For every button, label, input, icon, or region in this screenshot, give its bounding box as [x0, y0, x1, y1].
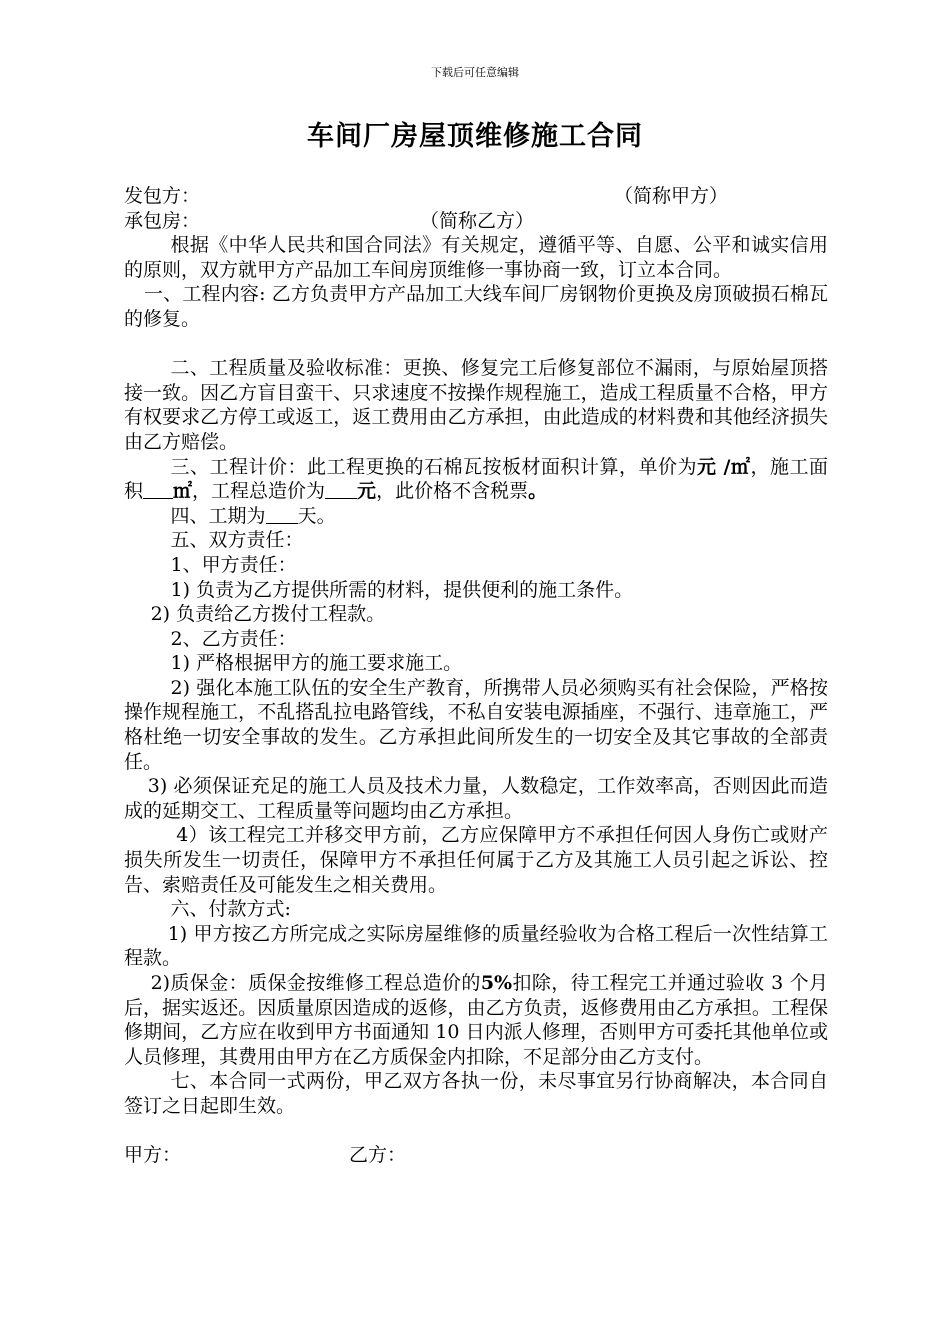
employer-short-name: （简称甲方）: [614, 185, 729, 207]
party-b-signature-label: 乙方：: [349, 1144, 407, 1167]
clause-pricing: [124, 455, 828, 504]
duration-blank: [266, 505, 298, 524]
clause-payment-heading: 六、付款方式:: [170, 898, 291, 921]
party-a-responsibilities-heading: 1、甲方责任：: [170, 553, 297, 576]
payment-item: 1) 甲方按乙方所完成之实际房屋维修的质量经验收为合格工程后一次性结算工程款。: [124, 922, 828, 970]
signature-line: [124, 1143, 828, 1168]
duration-suffix: 天。: [297, 504, 336, 527]
clause-quality-acceptance: 二、工程质量及验收标准：更换、修复完工后修复部位不漏雨，与原始屋顶搭接一致。因乙方盲目蛮干、只求速度不按操作规程施工，造成工程质量不合格，甲方有权要求乙方停工或返工，返工费用由乙方承担，由此造成的材料费和其他经济损失由乙方赔偿。: [124, 357, 828, 453]
party-b-item: 3) 必须保证充足的施工人员及技术力量，人数稳定，工作效率高，否则因此而造成的延期交工、工程质量等问题均由乙方承担。: [124, 775, 828, 822]
contract-body: [124, 184, 828, 1168]
party-b-item: 4）该工程完工并移交甲方前，乙方应保障甲方不承担任何因人身伤亡或财产损失所发生一切责任，保障甲方不承担任何属于乙方及其施工人员引起之诉讼、控告、索赔责任及可能发生之相关费用。: [124, 824, 828, 896]
retention-text-1: 2)质保金：质保金按维修工程总造价的: [150, 972, 481, 994]
party-b-responsibilities-heading: 2、乙方责任：: [170, 627, 297, 650]
clause-duration: [124, 504, 828, 529]
pricing-text-1: 三、工程计价：此工程更换的石棉瓦按板材面积计算，单价为: [170, 455, 697, 478]
total-blank: [325, 480, 357, 499]
party-b-item: 1) 严格根据甲方的施工要求施工。: [170, 652, 463, 675]
unit-price-unit: 元 /㎡: [696, 455, 751, 478]
pricing-text-4: ，此价格不含税票: [376, 480, 529, 503]
pricing-text-2: ，施工面积: [124, 455, 828, 503]
preamble: 根据《中华人民共和国合同法》有关规定，遵循平等、自愿、公平和诚实信用的原则，双方就甲方产品加工车间房顶维修一事协商一致，订立本合同。: [124, 234, 828, 281]
contractor-short-name: （简称乙方）: [420, 209, 535, 232]
header-note: 下载后可任意编辑: [431, 66, 519, 79]
document-title: 车间厂房屋顶维修施工合同: [307, 121, 643, 152]
total-unit: 元: [357, 480, 377, 503]
employer-line: [124, 184, 828, 209]
pricing-text-3: ，工程总造价为: [192, 480, 326, 503]
retention-text-2: 扣除，待工程完工并通过验收 3 个月后，据实返还。因质量原因造成的返修，由乙方负责，返修费用由乙方承担。工程保修期间，乙方应在收到甲方书面通知 10 日内派人修理，否则甲方可委托其他单位或人员修理，其费用由甲方在乙方质保金内扣除，不足部分由乙方支付。: [124, 972, 828, 1068]
duration-prefix: 四、工期为: [170, 504, 266, 527]
area-blank: [143, 480, 173, 499]
party-a-item: 2) 负责给乙方拨付工程款。: [150, 603, 386, 626]
retention-percent: 5%: [480, 972, 513, 994]
pricing-end: 。: [528, 480, 548, 503]
clause-responsibilities-heading: 五、双方责任：: [170, 529, 304, 552]
spacer: [124, 1119, 828, 1144]
area-unit: ㎡: [173, 480, 193, 503]
clause-work-content: 一、工程内容: 乙方负责甲方产品加工大线车间厂房钢物价更换及房顶破损石棉瓦的修复。: [124, 283, 828, 330]
contractor-label: 承包房：: [124, 209, 201, 232]
spacer: [124, 332, 828, 357]
employer-label: 发包方：: [124, 185, 201, 207]
contractor-line: [124, 209, 828, 234]
party-a-signature-label: 甲方：: [124, 1144, 182, 1167]
clause-copies: 七、本合同一式两份，甲乙双方各执一份，未尽事宜另行协商解决，本合同自签订之日起即生效。: [124, 1070, 828, 1117]
payment-item-retention: [124, 971, 828, 1069]
party-b-item: 2) 强化本施工队伍的安全生产教育，所携带人员必须购买有社会保险，严格按操作规程施工，不乱搭乱拉电路管线，不私自安装电源插座，不强行、违章施工，严格杜绝一切安全事故的发生。乙方承担此间所发生的一切安全及其它事故的全部责任。: [124, 676, 828, 773]
party-a-item: 1) 负责为乙方提供所需的材料，提供便利的施工条件。: [170, 578, 634, 601]
